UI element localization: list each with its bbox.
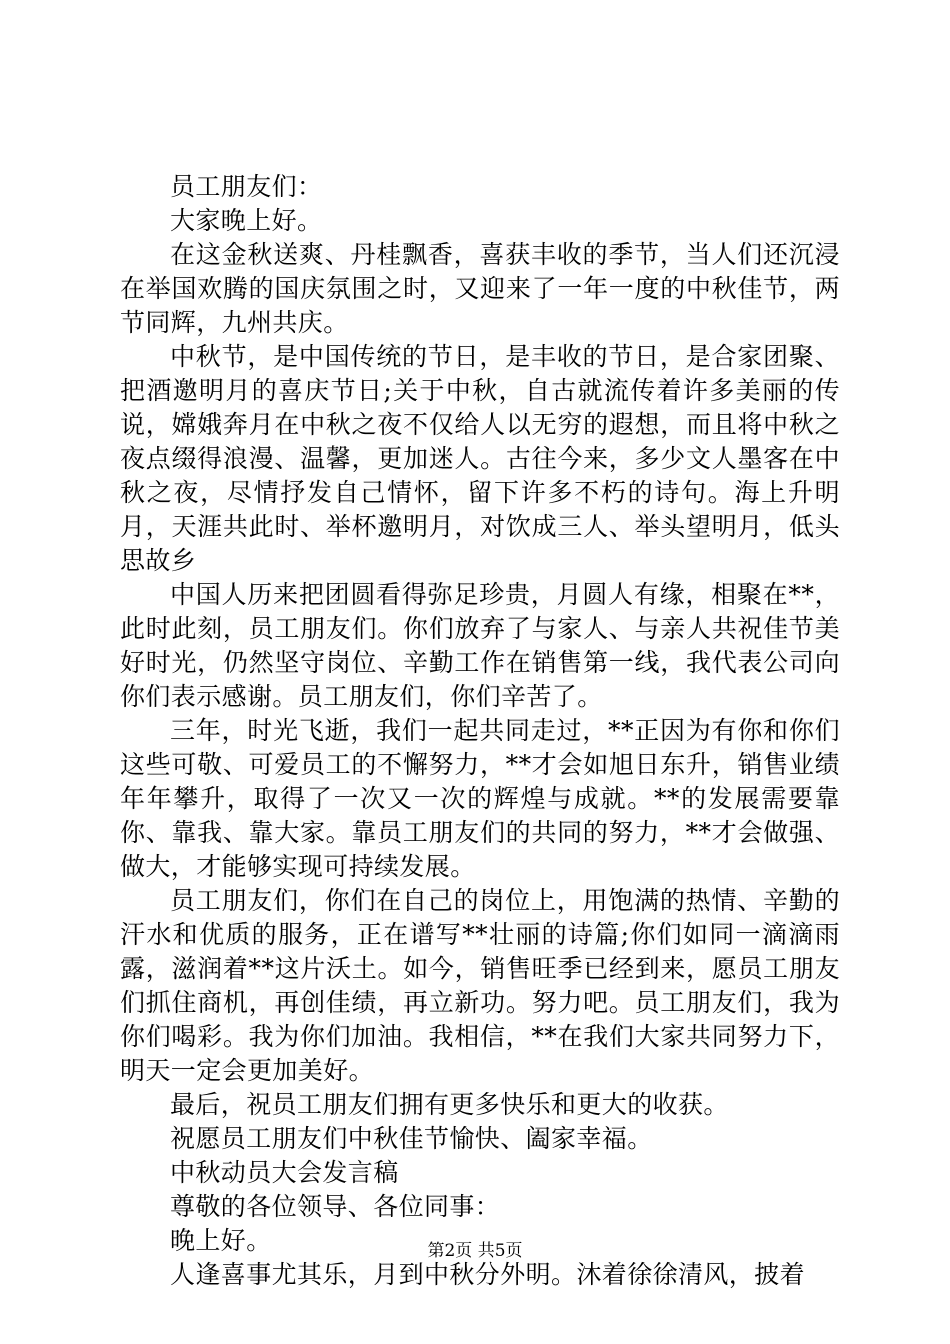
closing-line-2: 祝愿员工朋友们中秋佳节愉快、阖家幸福。 (170, 1124, 653, 1153)
paragraph-three-years: 三年，时光飞逝，我们一起共同走过，**正因为有你和你们这些可敬、可爱员工的不懈努力，**才会如旭日东升，销售业绩年年攀升，取得了一次又一次的辉煌与成就。**的发展需要靠你、靠我、靠大家。靠员工朋友们的共同的努力，**才会做强、做大，才能够实现可持续发展。 (120, 716, 840, 881)
page-number-footer: 第2页 共5页 (427, 1241, 523, 1261)
closing-line-1: 最后，祝员工朋友们拥有更多快乐和更大的收获。 (170, 1090, 729, 1119)
section-salutation: 尊敬的各位领导、各位同事： (170, 1192, 501, 1221)
section-opening-line: 人逢喜事尤其乐，月到中秋分外明。沐着徐徐清风，披着 (170, 1260, 806, 1289)
section-title: 中秋动员大会发言稿 (170, 1158, 399, 1187)
document-body (120, 170, 840, 1292)
paragraph-encouragement: 员工朋友们，你们在自己的岗位上，用饱满的热情、辛勤的汗水和优质的服务，正在谱写**壮丽的诗篇;你们如同一滴滴雨露，滋润着**这片沃土。如今，销售旺季已经到来，愿员工朋友们抓住商机，再创佳绩，再立新功。努力吧。员工朋友们，我为你们喝彩。我为你们加油。我相信，**在我们大家共同努力下，明天一定会更加美好。 (120, 886, 840, 1085)
section-greeting: 晚上好。 (170, 1226, 272, 1255)
paragraph-reunion: 中国人历来把团圆看得弥足珍贵，月圆人有缘，相聚在**，此时此刻，员工朋友们。你们放弃了与家人、与亲人共祝佳节美好时光，仍然坚守岗位、辛勤工作在销售第一线，我代表公司向你们表示感谢。员工朋友们，你们辛苦了。 (120, 580, 840, 711)
paragraph-mid-autumn: 中秋节，是中国传统的节日，是丰收的节日，是合家团聚、把酒邀明月的喜庆节日;关于中秋，自古就流传着许多美丽的传说，嫦娥奔月在中秋之夜不仅给人以无穷的遐想，而且将中秋之夜点缀得浪漫、温馨，更加迷人。古往今来，多少文人墨客在中秋之夜，尽情抒发自己情怀，留下许多不朽的诗句。海上升明月，天涯共此时、举杯邀明月，对饮成三人、举头望明月，低头思故乡 (120, 342, 840, 575)
salutation-line: 大家晚上好。 (170, 206, 323, 235)
greeting-line: 员工朋友们： (170, 172, 323, 201)
paragraph-intro: 在这金秋送爽、丹桂飘香，喜获丰收的季节，当人们还沉浸在举国欢腾的国庆氛围之时，又迎来了一年一度的中秋佳节，两节同辉，九州共庆。 (120, 240, 840, 337)
